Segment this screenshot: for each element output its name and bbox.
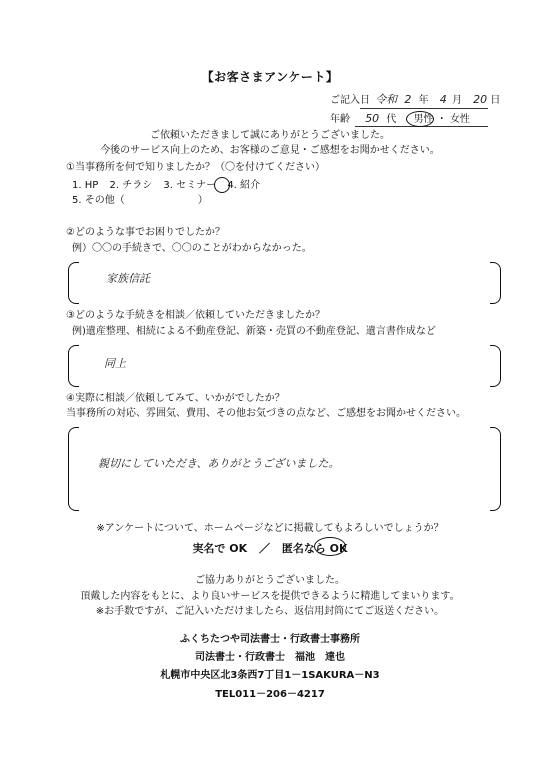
gender-male: 男性: [413, 114, 434, 125]
q1-option-hp: 1. HP: [72, 180, 99, 191]
date-row: [330, 94, 500, 107]
footer-address: 札幌市中央区北3条西7丁目1－1SAKURA－N3: [160, 670, 380, 681]
year-label: 年: [418, 95, 429, 106]
q3-answer: 同上: [104, 357, 126, 370]
intro-line-1: ご依頼いただきまして誠にありがとうございました。: [150, 130, 390, 141]
q1-option-flyer: 2. チラシ: [109, 180, 153, 191]
q1-option-other-close: ）: [197, 195, 208, 206]
q1-options: [72, 180, 260, 192]
footer-person: 司法書士・行政書士 福池 達也: [195, 652, 345, 663]
q1-option-other: 5. その他（: [72, 195, 125, 206]
publish-options: [0, 540, 540, 556]
publish-sep: ／: [259, 542, 270, 555]
q2-answer: 家族信託: [106, 272, 150, 285]
day-label: 日: [490, 95, 501, 106]
gender-sep: ・: [436, 114, 447, 125]
q2-bracket-left: [68, 262, 79, 304]
q3-bracket-right: [490, 345, 501, 387]
month-label: 月: [451, 95, 462, 106]
age-value: 50: [365, 112, 380, 125]
era-value: 令和: [375, 93, 398, 106]
referral-circle-mark: [214, 177, 230, 193]
q3-example: 例)遺産整理、相続による不動産登記、新築・売買の不動産登記、遺言書作成など: [72, 326, 436, 337]
footer-tel: TEL011－206－4217: [215, 689, 325, 700]
q4-question: ④実際に相談／依頼してみて、いかがでしたか？: [66, 393, 285, 404]
q2-bracket-right: [490, 262, 501, 304]
closing-line-3: ※お手数ですが、ご記入いただけましたら、返信用封筒にてご返送ください。: [95, 606, 445, 617]
q1-option-referral: 4. 紹介: [227, 180, 261, 191]
q1-question: ①当事務所を何で知りましたか？（〇を付けてください）: [66, 162, 325, 173]
q2-example: 例）〇〇の手続きで、〇〇のことがわからなかった。: [72, 243, 312, 254]
publish-question: ※アンケートについて、ホームページなどに掲載してもよろしいでしょうか？: [96, 523, 444, 534]
q4-bracket-left: [68, 427, 79, 511]
anonymous-ok-circle-mark: [314, 537, 346, 556]
q2-question: ②どのような事でお困りでしたか？: [66, 227, 225, 238]
age-row: [330, 113, 470, 126]
date-underline: [360, 108, 488, 109]
year-value: 2: [404, 93, 412, 106]
q4-bracket-right: [490, 427, 501, 511]
publish-real-name: 実名で OK: [192, 542, 248, 555]
q4-answer: 親切にしていただき、ありがとうございました。: [98, 457, 340, 470]
day-value: 20: [473, 93, 488, 106]
month-value: 4: [439, 93, 447, 106]
q1-option-seminar: 3. セミナー: [163, 180, 217, 191]
closing-line-1: ご協力ありがとうございました。: [195, 575, 345, 586]
date-label: ご記入日: [330, 95, 370, 106]
age-label: 年齢: [330, 114, 350, 125]
age-unit: 代: [386, 114, 397, 125]
footer-office: ふくちたつや司法書士・行政書士事務所: [180, 634, 360, 645]
publish-anonymous: 匿名なら OK: [281, 542, 348, 555]
male-circle-mark: [406, 111, 434, 127]
q3-bracket-left: [68, 345, 79, 387]
survey-title: 【お客さまアンケート】: [201, 70, 339, 84]
q4-example: 当事務所の対応、雰囲気、費用、その他お気づきの点など、ご感想をお聞かせください。: [66, 408, 466, 419]
gender-female: 女性: [449, 114, 470, 125]
q3-question: ③どのような手続きを相談／依頼していただきましたか？: [66, 310, 325, 321]
q1-other-row: [72, 195, 208, 207]
closing-line-2: 頂戴した内容をもとに、より良いサービスを提供できるように精進してまいります。: [80, 591, 460, 602]
intro-line-2: 今後のサービス向上のため、お客様のご意見・ご感想をお聞かせください。: [100, 145, 440, 156]
